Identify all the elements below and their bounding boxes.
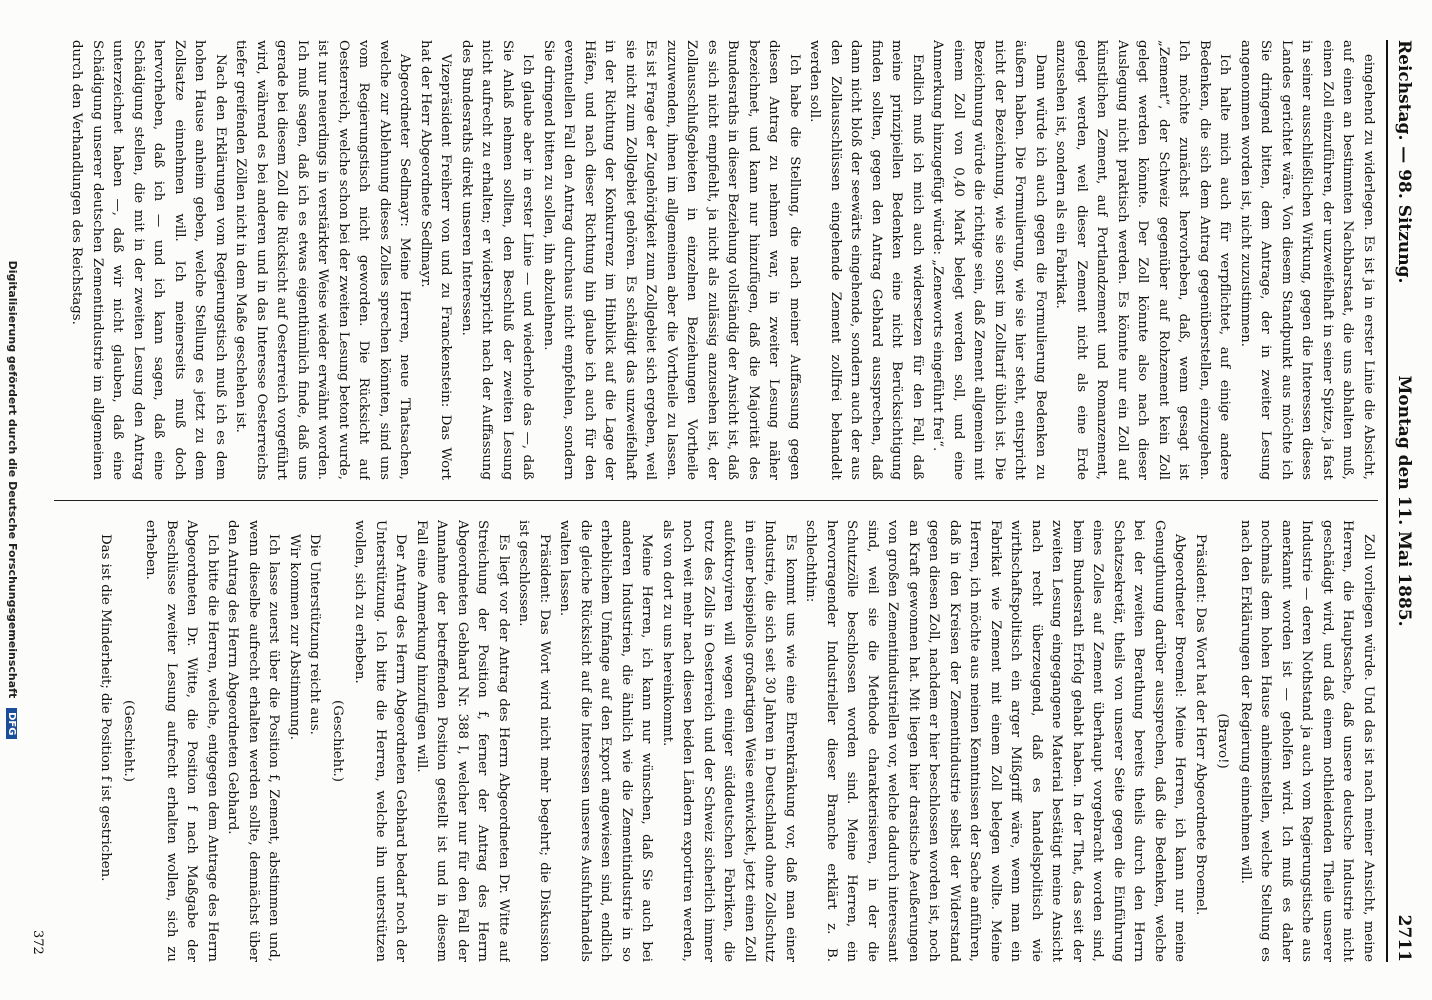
paragraph: Zoll vorliegen würde. Und das ist nach meiner Ansicht, meine Herren, die Hauptsache, daß unsere deutsche Industrie nicht geschädigt wird, und daß einem nothleidenden Theile unserer Industrie — deren Nothstand ja auch vom Regierungstische aus anerkannt worden ist — geholfen wird. Ich muß es daher nochmals dem hohen Hause anheimstellen, welche Stellung es nach den Erklärungen der Regierung einnehmen will. — [1238, 520, 1376, 962]
stage-note: (Geschieht.) — [330, 700, 345, 782]
paragraph: Ich halte mich auch für verpflichtet, auf einige andere Bedenken, die sich dem Antrag gegenüberstellen, einzugehen. Ich möchte zunächst hervorheben, daß, wenn gesagt ist „Zement“, der Schweiz gegenüber auf Rohzement kein Zoll gelegt werden könnte. Der Zoll könnte also nach dieser Auslegung nicht praktisch werden. Es könnte nur ein Zoll auf künstlichen Zement, auf Portlandzement und Romanzement, gelegt werden, weil dieser Zement nicht als eine Erde anzusehen ist, sondern als ein Fabrikat. — [1053, 40, 1233, 480]
paragraph: Der Antrag des Herrn Abgeordneten Gebhard bedarf noch der Unterstützung. Ich bitte die Herren, welche ihn unterstützen wollen, sich zu erheben. — [352, 520, 409, 962]
page-number: 2711 — [1394, 914, 1414, 962]
paragraph: Ich bitte die Herren, welche, entgegen dem Antrage des Herrn Abgeordneten Dr. Witte, die Position f nach Maßgabe der Beschlüsse zweiter Lesung aufrecht erhalten wollen, sich zu erheben. — [143, 520, 220, 962]
speaker-line: Präsident: Das Wort hat der Herr Abgeordnete Broemel. — [1193, 534, 1208, 916]
paragraph: Meine Herren, ich kann nur wünschen, daß Sie auch bei anderen Industrien, die ähnlich wie die Zementindustrie in so erheblichem Umfange auf den Export angewiesen sind, endlich die gleiche Rücksicht auf die Interessen unseres Ausfuhrhandels walten lassen. — [557, 520, 655, 962]
paragraph: Abgeordneter Sedlmayr: Meine Herren, neue Thatsachen, welche zur Ablehnung dieses Zolles sprechen könnten, sind uns vom Regierungstisch nicht geworden. Die Rücksicht auf Oesterreich, welche schon bei der zweiten Lesung betont wurde, ist nur neuerdings in verstärkter Weise wieder erwähnt worden. Ich muß sagen, daß ich es etwas eigenthümlich finde, daß uns gerade bei diesem Zoll die Rücksicht auf Oesterreich vorgeführt wird, während es bei anderen und in das Interesse Oesterreichs tiefer greifenden Zöllen nicht in dem Maße geschehen ist. — [233, 40, 413, 480]
paragraph: Nach den Erklärungen vom Regierungstisch muß ich es dem hohen Hause anheim geben, welche Stellung es jetzt zu dem Zollsatze einnehmen will. Ich meinerseits muß doch hervorheben, daß ich — und ich kann sagen, daß eine Schädigung stellen, die mit in der zweiten Lesung den Antrag unterzeichnet haben —, daß wir nicht glauben, daß eine Schädigung unserer deutschen Zementindustrie im allgemeinen durch den Verhandlungen des Reichstags. — [69, 40, 228, 480]
paragraph: Ich lasse zuerst über die Position f, Zement, abstimmen und, wenn dieselbe aufrecht erhalten werden sollte, demnächst über den Antrag des Herrn Abgeordneten Gebhard. — [225, 520, 282, 962]
quotation: Es kommt uns wie eine Ehrenkränkung vor, daß man einer Industrie, die sich seit 30 Jahren in Deutschland ohne Zollschutz in einer beispiellos großartigen Weise entwickelt, jetzt einen Zoll aufoktroyiren will wegen einiger süddeutschen Fabriken, die trotz des Zolls in Oesterreich und der Schweiz sicherlich immer noch weit mehr nach diesen beiden Ländern exportiren werden, als von dort zu uns hereinkommt. — [660, 520, 798, 962]
speaker-line: Vizepräsident Freiherr von und zu Franckenstein: Das Wort hat der Herr Abgeordnete Sedlmayr. — [418, 40, 454, 480]
signature-mark: 372 — [30, 930, 45, 955]
dfg-logo: DFG — [7, 708, 18, 739]
paragraph: Die Unterstützung reicht aus. — [307, 534, 323, 735]
paragraph: Ich glaube aber in erster Linie — und wiederhole das —, daß Sie Anlaß nehmen sollten, den Beschluß der zweiten Lesung nicht aufrecht zu erhalten; er widerspricht nach der Auffassung des Bundesraths direkt unseren Interessen. — [459, 40, 536, 480]
header-date: Montag den 11. Mai 1885. — [1394, 375, 1414, 627]
paragraph: Dann würde ich auch gegen die Formulierung Bedenken zu äußern haben. Die Formulierung, wie sie hier steht, entspricht nicht der Bezeichnung, wie sie sonst im Zolltarif üblich ist. Die Bezeichnung würde die richtige sein, daß Zement allgemein mit einem Zoll von 0,40 Mark belegt werden soll, und eine Anmerkung hinzugefügt würde: „Zeneworts eingeführt frei“. — [930, 40, 1048, 480]
paragraph: Wir kommen zur Abstimmung. — [287, 534, 302, 740]
stage-note: (Geschieht.) — [121, 700, 136, 782]
digitization-text: Digitalisierung gefördert durch die Deutsche Forschungsgemeinschaft — [6, 260, 19, 699]
speaker-line: Präsident: Das Wort wird nicht mehr begehrt; die Diskussion ist geschlossen. — [516, 520, 552, 962]
digitization-note — [0, 0, 19, 1000]
paragraph: Ich habe die Stellung, die nach meiner Auffassung gegen diesen Antrag zu nehmen war, in zweiter Lesung näher bezeichnet, und kann nur hinzufügen, daß die Majorität des Bundesraths in dieser Beziehung vollständig der Ansicht ist, daß es sich nicht empfiehlt, ja nicht als zulässig anzusehen ist, der Zollausschlußgebieten in einzelnen Beziehungen Vortheile zuzuwenden, ihnen im allgemeinen aber die Vortheile zu lassen. Es ist Frage der Zugehörigkeit zum Zollgebiet sich ergeben, weil sie nicht zum Zollgebiet gehören. Es schädigt das unzweifelhaft in der Richtung der Konkurrenz im Hinblick auf die Lage der Häfen, und nach dieser Richtung hin glaube ich auch für den eventuellen Fall den Antrag durchaus nicht empfehlen, sondern Sie dringend bitten zu sollen, ihn abzulehnen. — [541, 40, 802, 480]
applause-note: (Bravo!) — [1215, 713, 1231, 769]
paragraph: Das ist die Minderheit; die Position f ist gestrichen. — [98, 534, 114, 882]
paragraph: Es liegt vor der Antrag des Herrn Abgeordneten Dr. Witte auf Streichung der Position f, ferner der Antrag des Herrn Abgeordneten Gebhard Nr. 388 I, welcher nur für den Fall der Annahme der betreffenden Position gestellt ist und in diesem Fall eine Anmerkung hinzufügen will. — [414, 520, 511, 962]
paragraph: Abgeordneter Broemel: Meine Herren, ich kann nur meine Genugthuung darüber aussprechen, daß die Bedenken, welche bei der zweiten Berathung bereits theils durch den Herrn Schatzsekretär, theils von unserer Seite gegen die Einführung eines Zolles auf Zement überhaupt vorgebracht worden sind, beim Bundesrath Erfolg gehabt haben. In der That, das seit der zweiten Lesung eingegangene Material bestätigt meine Ansicht nach recht überzeugend, daß es handelspolitisch wie wirthschaftspolitisch ein arger Mißgriff wäre, wenn man ein Fabrikat wie Zement mit einem Zoll belegen wollte. Meine Herren, ich möchte aus meinen Kenntnissen der Sache anführen, daß in den Kreisen der Zementindustrie selbst der Widerstand gegen diesen Zoll, nachdem er hier beschlossen worden ist, noch an Kraft gewonnen hat. Mit liegen hier drastische Aeußerungen von großen Zementindustriellen vor, welche dadurch interessant sind, weil sie die Methode charakterisieren, in der die Schutzzölle beschlossen worden sind. Meine Herren, ein hervorragender Industrieller dieser Branche erklärt z. B. schlechthin: — [803, 520, 1188, 962]
right-column — [54, 520, 1378, 962]
left-column — [54, 40, 1378, 480]
column-divider — [54, 500, 1378, 501]
paragraph: eingehend zu widerlegen. Es ist ja in erster Linie die Absicht, auf einen an bestimmten Nachbarstaat, die uns abhalten muß, einen Zoll einzuführen, der unzweifelhaft in seiner Spitze, ja fast in seiner ausschließlichen Wirkung, gegen die Interessen dieses Landes gerichtet wäre. Von diesem Standpunkt aus möchte ich Sie dringend bitten, dem Antrage, der in zweiter Lesung angenommen worden ist, nicht zuzustimmen. — [1238, 40, 1376, 480]
paragraph: Endlich muß ich mich auch widersetzen für den Fall, daß meine prinzipiellen Bedenken eine nicht Berücksichtigung finden sollten, gegen den Antrag Gebhard aussprechen, daß dann nicht bloß der seewärts eingehende, sondern auch der aus den Zollausschlüssen eingehende Zement zollfrei behandelt werden soll. — [807, 40, 925, 480]
page-header — [1386, 40, 1416, 962]
header-session: Reichstag. — 98. Sitzung. — [1394, 40, 1414, 284]
